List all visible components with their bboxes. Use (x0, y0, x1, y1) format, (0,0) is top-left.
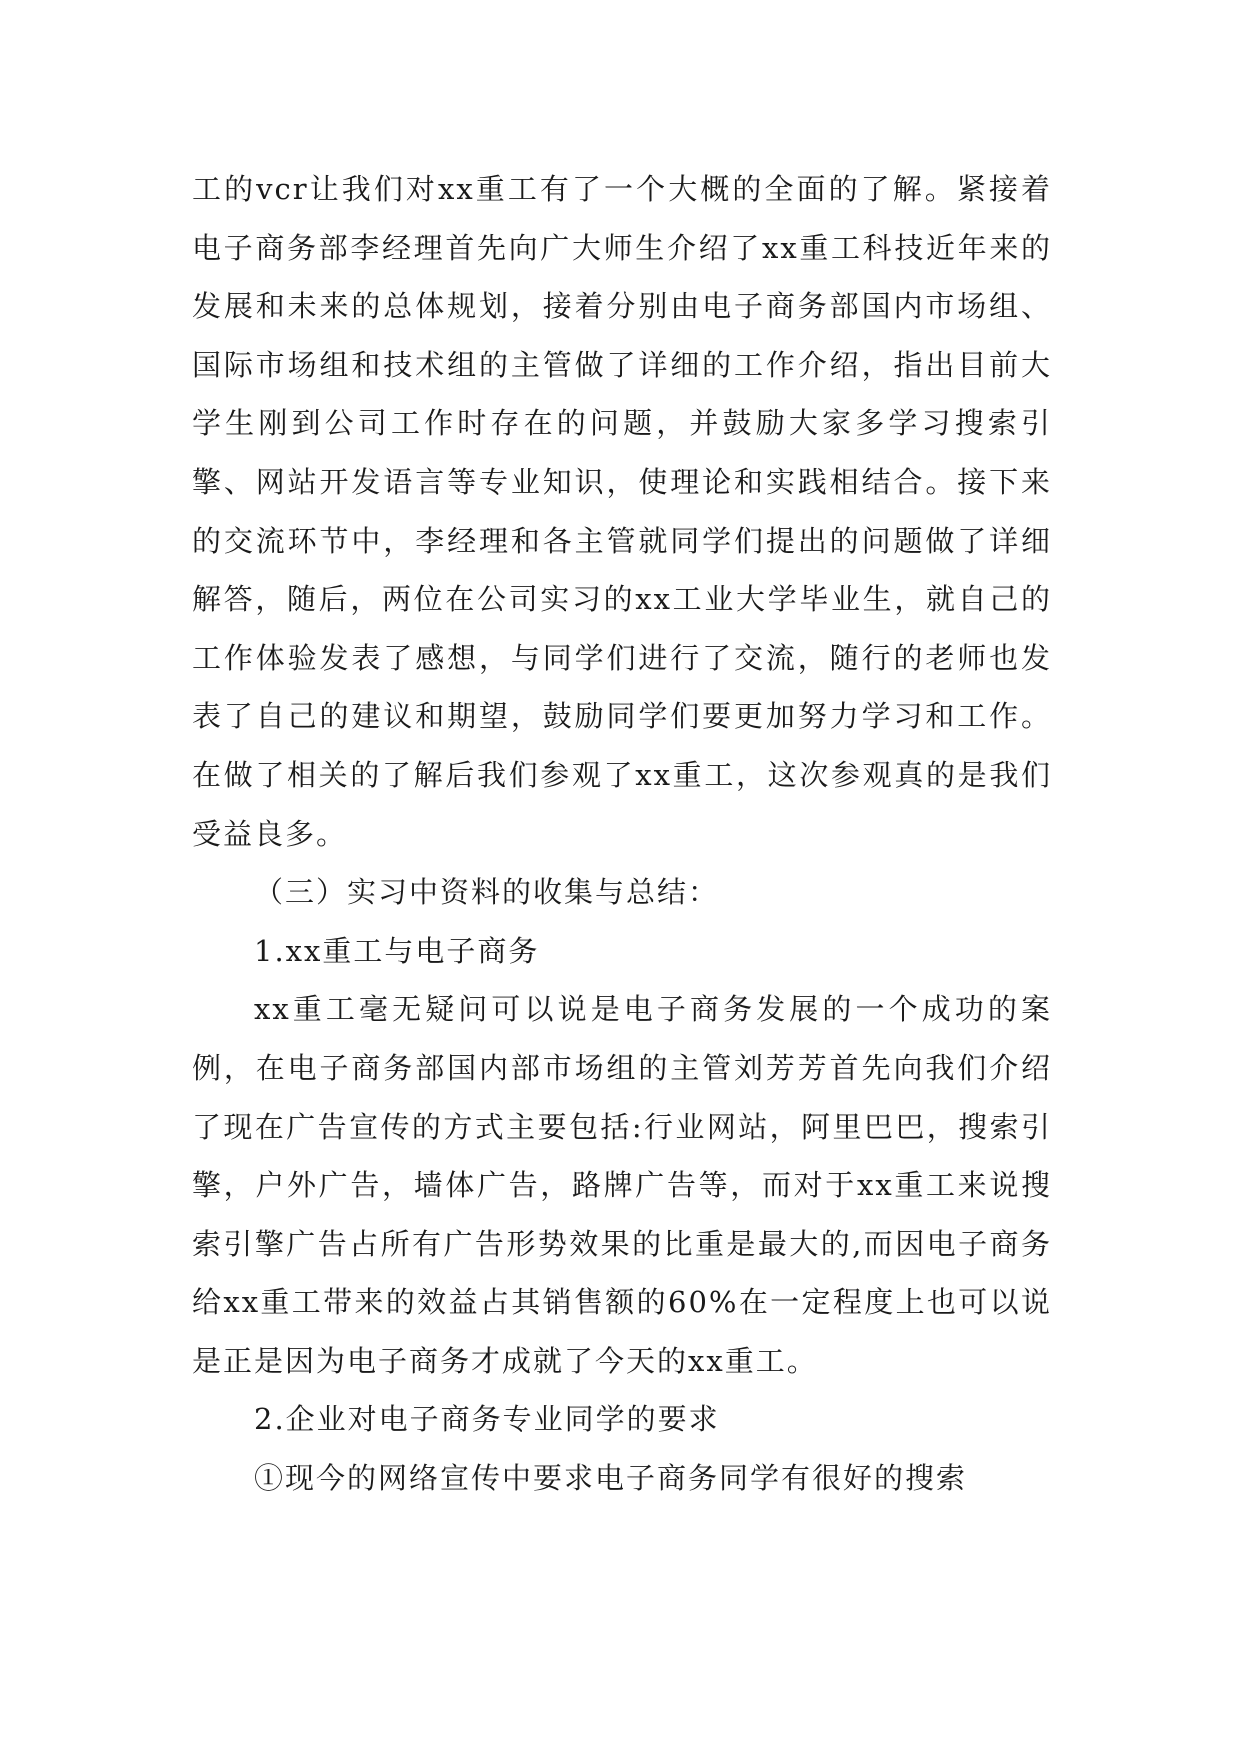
paragraph-requirement-1: ①现今的网络宣传中要求电子商务同学有很好的搜索 (254, 1461, 968, 1496)
paragraph-ecommerce-case: xx重工毫无疑问可以说是电子商务发展的一个成功的案例，在电子商务部国内部市场组的主管刘芳芳首先向我们介绍了现在广告宣传的方式主要包括:行业网站，阿里巴巴，搜索引擎，户外广告，墙体广告，路牌广告等，而对于xx重工来说搜索引擎广告占所有广告形势效果的比重是最大的,而因电子商务给xx重工带来的效益占其销售额的60%在一定程度上也可以说是正是因为电子商务才成就了今天的xx重工。 (192, 992, 1052, 1378)
document-body (192, 160, 1052, 1508)
subheading-requirements: 2.企业对电子商务专业同学的要求 (254, 1402, 720, 1437)
paragraph-intro-continuation: 工的vcr让我们对xx重工有了一个大概的全面的了解。紧接着电子商务部李经理首先向广大师生介绍了xx重工科技近年来的发展和未来的总体规划，接着分别由电子商务部国内市场组、国际市场组和技术组的主管做了详细的工作介绍，指出目前大学生刚到公司工作时存在的问题，并鼓励大家多学习搜索引擎、网站开发语言等专业知识，使理论和实践相结合。接下来的交流环节中，李经理和各主管就同学们提出的问题做了详细解答，随后，两位在公司实习的xx工业大学毕业生，就自己的工作体验发表了感想，与同学们进行了交流，随行的老师也发表了自己的建议和期望，鼓励同学们要更加努力学习和工作。在做了相关的了解后我们参观了xx重工，这次参观真的是我们受益良多。 (192, 172, 1052, 851)
subheading-ecommerce: 1.xx重工与电子商务 (254, 933, 540, 968)
section-heading: （三）实习中资料的收集与总结： (254, 875, 720, 910)
